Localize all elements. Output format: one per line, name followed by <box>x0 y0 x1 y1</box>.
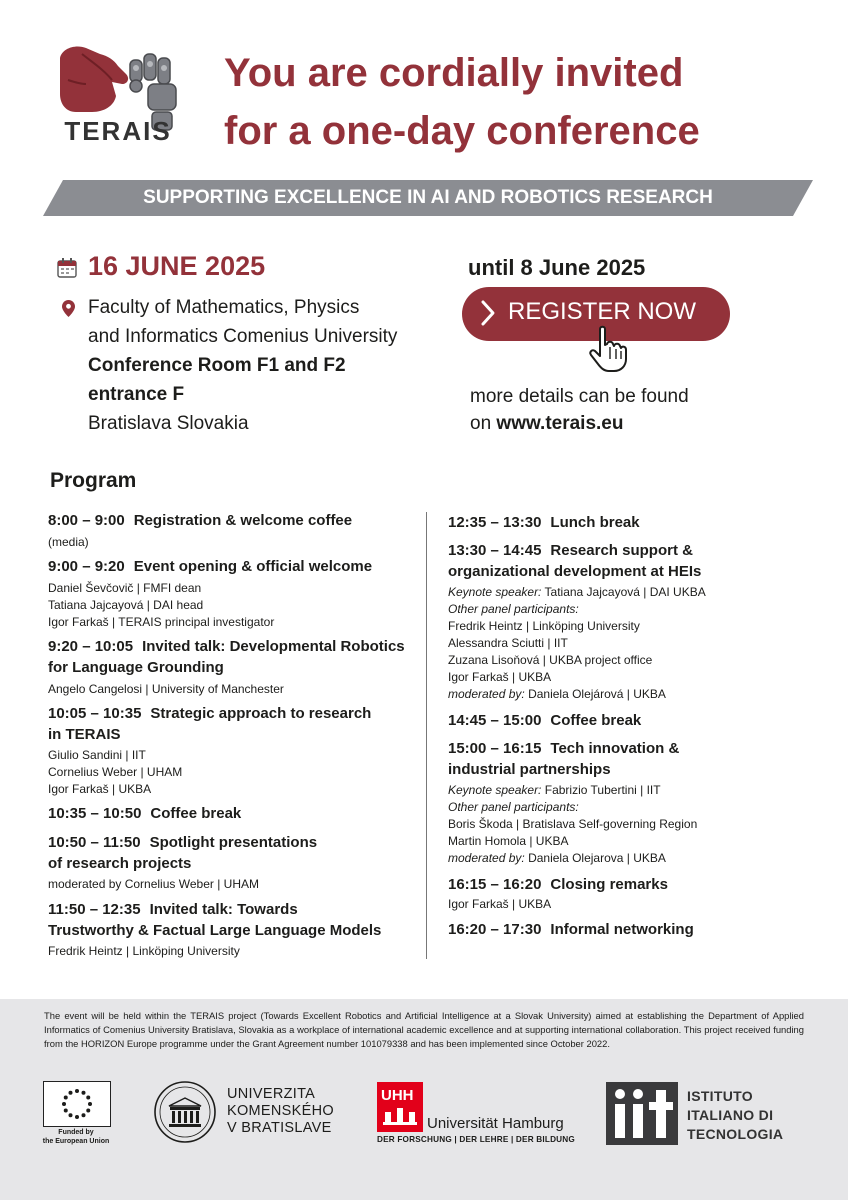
eu-flag-icon <box>43 1081 111 1127</box>
speaker: Angelo Cangelosi | University of Manchester <box>48 682 284 696</box>
details-line: more details can be found <box>470 386 689 407</box>
speaker: Daniel Ševčovič | FMFI dean <box>48 581 202 595</box>
session-title-cont: in TERAIS <box>48 726 121 743</box>
program-item-tech-innovation <box>448 740 679 757</box>
iit-name-line: ISTITUTO <box>687 1088 753 1104</box>
session-title: Strategic approach to research <box>150 705 372 722</box>
session-title: Invited talk: Towards <box>149 901 298 918</box>
eu-star-icon <box>62 1102 66 1106</box>
program-item-opening <box>48 558 372 575</box>
venue-city: Bratislava Slovakia <box>88 413 249 434</box>
session-title-cont: of research projects <box>48 855 192 872</box>
program-item-llm-talk <box>48 901 298 918</box>
program-item-coffee-1 <box>48 805 241 822</box>
headline-line-2: for a one-day conference <box>224 109 700 153</box>
moderator-label: moderated by: <box>448 687 525 701</box>
speaker: Igor Farkaš | UKBA <box>48 782 152 796</box>
session-note: (media) <box>48 535 89 549</box>
eu-star-icon <box>75 1115 79 1119</box>
panelist: Igor Farkaš | UKBA <box>448 670 552 684</box>
program-item-dev-robotics <box>48 638 405 655</box>
speaker: Tatiana Jajcayová | DAI head <box>48 598 204 612</box>
uhh-logo-icon <box>377 1082 423 1132</box>
eu-caption-line: the European Union <box>42 1138 110 1145</box>
comenius-name-line: KOMENSKÉHO <box>227 1103 334 1119</box>
iit-name-line: TECNOLOGIA <box>687 1126 784 1142</box>
eu-star-icon <box>64 1096 68 1100</box>
moderator: moderated by Cornelius Weber | UHAM <box>48 877 259 891</box>
speaker: Giulio Sandini | IIT <box>48 748 146 762</box>
program-item-research-support <box>448 542 693 559</box>
moderator-name: Daniela Olejárová | UKBA <box>528 687 666 701</box>
speaker: Fredrik Heintz | Linköping University <box>48 944 240 958</box>
details-prefix: on <box>470 413 497 434</box>
program-item-strategic <box>48 705 371 722</box>
terais-logo-text: TERAIS <box>64 116 172 146</box>
eu-star-icon <box>82 1091 86 1095</box>
speaker: Igor Farkaš | TERAIS principal investigator <box>48 615 275 629</box>
eu-star-icon <box>82 1113 86 1117</box>
venue-entrance: entrance F <box>88 384 185 405</box>
headline-line-1: You are cordially invited <box>224 51 684 95</box>
moderator-label: moderated by: <box>448 851 525 865</box>
time: 16:15 – 16:20 <box>448 876 542 893</box>
iit-logo-icon <box>606 1082 678 1145</box>
session-title: Coffee break <box>550 712 642 729</box>
time: 9:00 – 9:20 <box>48 558 125 575</box>
session-title: Registration & welcome coffee <box>133 512 353 529</box>
eu-star-icon <box>64 1109 68 1113</box>
session-title-cont: organizational development at HEIs <box>448 563 702 580</box>
svg-text:UHH: UHH <box>381 1087 414 1104</box>
speaker: Cornelius Weber | UHAM <box>48 765 183 779</box>
event-date: 16 JUNE 2025 <box>88 251 266 281</box>
calendar-icon <box>57 258 77 278</box>
session-title: Coffee break <box>150 805 242 822</box>
venue-room: Conference Room F1 and F2 <box>88 355 346 376</box>
uhh-tagline: DER FORSCHUNG | DER LEHRE | DER BILDUNG <box>377 1135 575 1144</box>
chevron-right-icon <box>480 299 496 327</box>
venue-line-1: Faculty of Mathematics, Physics <box>88 297 360 318</box>
session-title: Spotlight presentations <box>149 834 318 851</box>
time: 15:00 – 16:15 <box>448 740 542 757</box>
program-item-coffee-2 <box>448 712 641 729</box>
program-item-spotlight <box>48 834 317 851</box>
details-link-line <box>470 413 623 435</box>
panelist: Alessandra Sciutti | IIT <box>448 636 568 650</box>
time: 12:35 – 13:30 <box>448 514 542 531</box>
time: 11:50 – 12:35 <box>48 901 141 918</box>
keynote-label: Keynote speaker: <box>448 585 542 599</box>
panelist: Fredrik Heintz | Linköping University <box>448 619 640 633</box>
eu-star-icon <box>69 1091 73 1095</box>
registration-deadline: until 8 June 2025 <box>468 255 646 280</box>
moderator <box>448 851 666 865</box>
panelist: Martin Homola | UKBA <box>448 834 569 848</box>
conference-theme-banner: SUPPORTING EXCELLENCE IN AI AND ROBOTICS RESEARCH <box>143 187 713 208</box>
comenius-university-seal-icon <box>153 1080 217 1144</box>
invitation-headline <box>224 44 824 160</box>
session-title: Tech innovation & <box>550 740 680 757</box>
session-title: Lunch break <box>550 514 640 531</box>
keynote <box>448 783 661 797</box>
program-item-closing <box>448 876 668 893</box>
moderator-name: Daniela Olejarova | UKBA <box>528 851 666 865</box>
session-title: Research support & <box>550 542 693 559</box>
time: 10:50 – 11:50 <box>48 834 141 851</box>
time: 8:00 – 9:00 <box>48 512 125 529</box>
eu-star-icon <box>88 1102 92 1106</box>
pointer-hand-icon <box>586 325 630 373</box>
time: 13:30 – 14:45 <box>448 542 542 559</box>
keynote-label: Keynote speaker: <box>448 783 542 797</box>
eu-star-icon <box>75 1089 79 1093</box>
venue-line-2: and Informatics Comenius University <box>88 326 398 347</box>
session-title-cont: for Language Grounding <box>48 659 224 676</box>
project-funding-statement: The event will be held within the TERAIS project (Towards Excellent Robotics and Artificial Intelligence at a Slovak University) aimed at establishing the Department of Applied Informatics of Comenius University Bratislava, Slovakia as a workplace of international academic excellence and at supporting international collaboration. This project received funding from the HORIZON Europe programme under the Grant Agreement number 101079338 and has been implemented since October 2022. <box>44 1010 804 1049</box>
time: 10:35 – 10:50 <box>48 805 142 822</box>
program-item-networking <box>448 921 694 938</box>
keynote <box>448 585 706 599</box>
time: 10:05 – 10:35 <box>48 705 142 722</box>
program-title: Program <box>50 469 137 492</box>
speaker: Igor Farkaš | UKBA <box>448 897 552 911</box>
panel-label-text: Other panel participants: <box>448 800 579 814</box>
session-title: Invited talk: Developmental Robotics <box>142 638 405 655</box>
moderator <box>448 687 666 701</box>
time: 16:20 – 17:30 <box>448 921 542 938</box>
eu-star-icon <box>86 1096 90 1100</box>
eu-funding-caption <box>40 1128 112 1146</box>
iit-name-line: ITALIANO DI <box>687 1107 774 1123</box>
panelist: Boris Škoda | Bratislava Self-governing Region <box>448 817 698 831</box>
program-item-registration <box>48 512 352 529</box>
session-title: Event opening & official welcome <box>133 558 373 575</box>
uhh-name: Universität Hamburg <box>427 1115 564 1132</box>
location-pin-icon <box>62 300 75 317</box>
keynote-speaker: Tatiana Jajcayová | DAI UKBA <box>544 585 706 599</box>
eu-star-icon <box>69 1113 73 1117</box>
eu-caption-line: Funded by <box>58 1129 94 1136</box>
panel-label-text: Other panel participants: <box>448 602 579 616</box>
comenius-name-line: V BRATISLAVE <box>227 1120 332 1136</box>
panel-label <box>448 602 579 616</box>
session-title: Informal networking <box>550 921 694 938</box>
time: 14:45 – 15:00 <box>448 712 542 729</box>
session-title-cont: industrial partnerships <box>448 761 611 778</box>
time: 9:20 – 10:05 <box>48 638 134 655</box>
session-title-cont: Trustworthy & Factual Large Language Models <box>48 922 382 939</box>
panelist: Zuzana Lisoňová | UKBA project office <box>448 653 653 667</box>
website-link[interactable]: www.terais.eu <box>496 413 624 434</box>
keynote-speaker: Fabrizio Tubertini | IIT <box>544 783 661 797</box>
column-divider <box>426 512 427 959</box>
panel-label <box>448 800 579 814</box>
session-title: Closing remarks <box>550 876 668 893</box>
program-item-lunch <box>448 514 640 531</box>
comenius-name-line: UNIVERZITA <box>227 1086 316 1102</box>
eu-star-icon <box>86 1109 90 1113</box>
register-now-label[interactable]: REGISTER NOW <box>508 298 697 325</box>
